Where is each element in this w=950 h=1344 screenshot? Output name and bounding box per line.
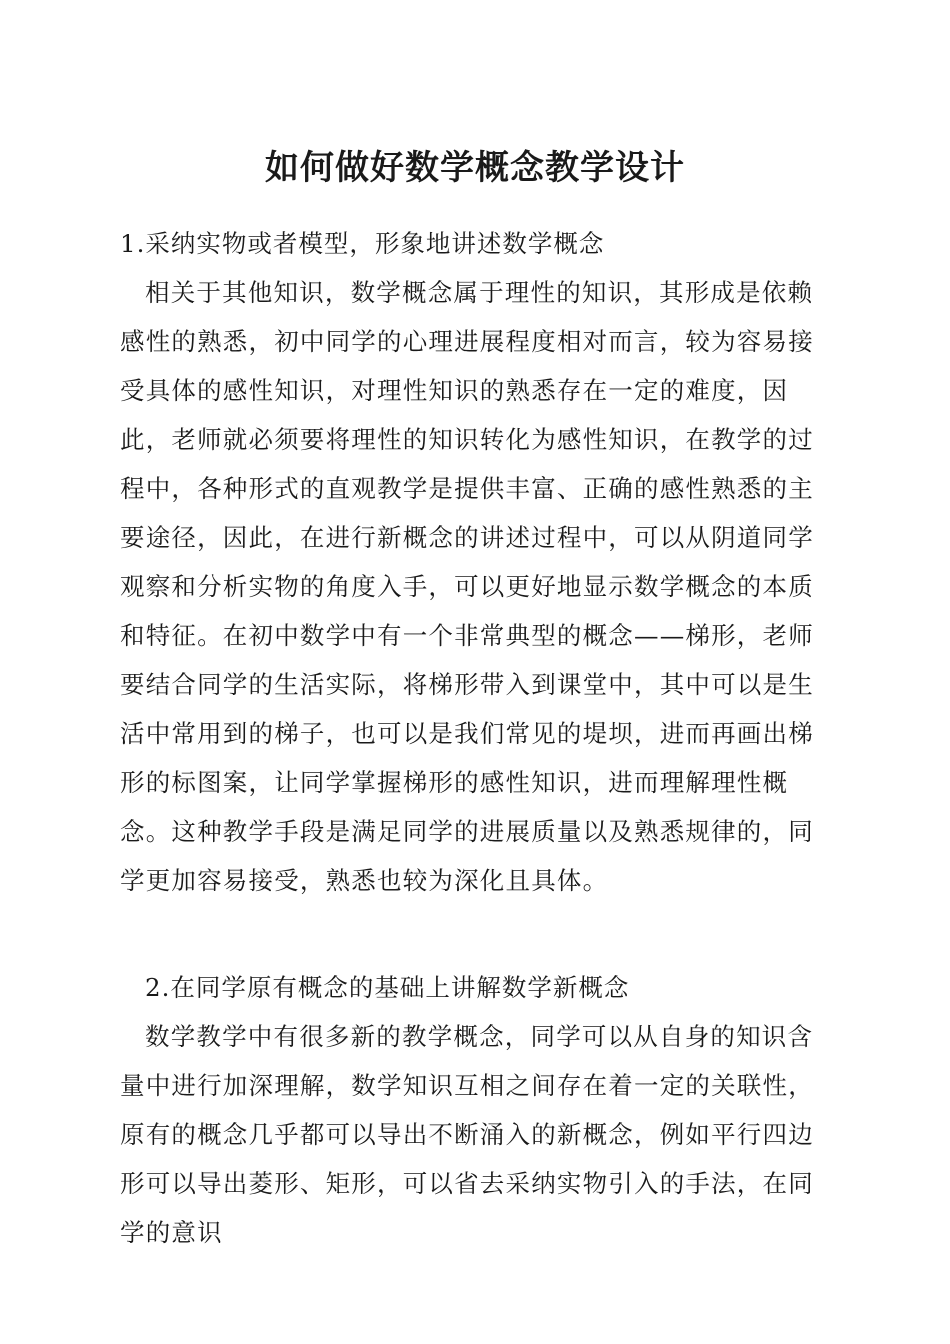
document-title: 如何做好数学概念教学设计 xyxy=(265,148,685,188)
section-2-heading: 2.在同学原有概念的基础上讲解数学新概念 xyxy=(145,973,630,1002)
section-1-heading: 1.采纳实物或者模型，形象地讲述数学概念 xyxy=(120,229,605,258)
section-2-paragraph-text: 数学教学中有很多新的教学概念，同学可以从自身的知识含量中进行加深理解，数学知识互相之间存在着一定的关联性，原有的概念几乎都可以导出不断涌入的新概念，例如平行四边形可以导出菱形、矩形，可以省去采纳实物引入的手法，在同学的意识 xyxy=(120,1022,814,1247)
section-2-paragraph xyxy=(120,1012,832,1257)
section-1-paragraph-text: 相关于其他知识，数学概念属于理性的知识，其形成是依赖感性的熟悉，初中同学的心理进展程度相对而言，较为容易接受具体的感性知识，对理性知识的熟悉存在一定的难度，因此，老师就必须要将理性的知识转化为感性知识，在教学的过程中，各种形式的直观教学是提供丰富、正确的感性熟悉的主要途径，因此，在进行新概念的讲述过程中，可以从阴道同学观察和分析实物的角度入手，可以更好地显示数学概念的本质和特征。在初中数学中有一个非常典型的概念——梯形，老师要结合同学的生活实际，将梯形带入到课堂中，其中可以是生活中常用到的梯子，也可以是我们常见的堤坝，进而再画出梯形的标图案，让同学掌握梯形的感性知识，进而理解理性概念。这种教学手段是满足同学的进展质量以及熟悉规律的，同学更加容易接受，熟悉也较为深化且具体。 xyxy=(120,278,814,895)
section-1-paragraph xyxy=(120,268,832,905)
